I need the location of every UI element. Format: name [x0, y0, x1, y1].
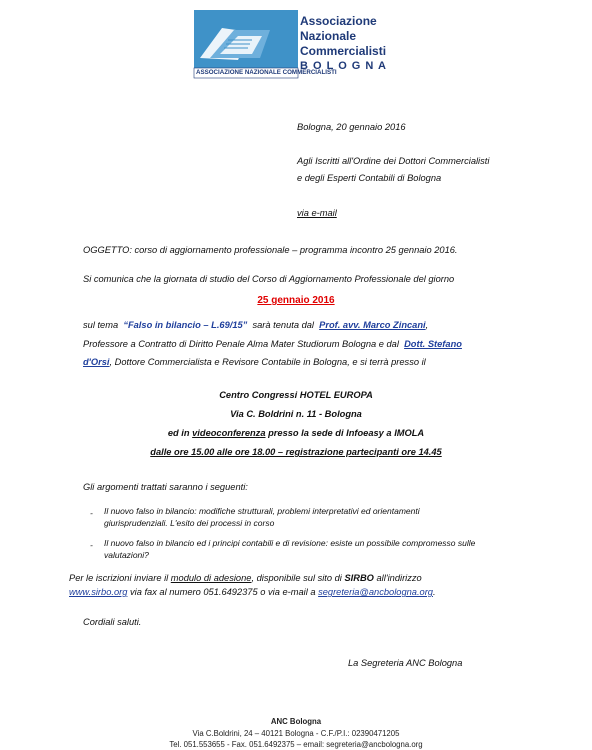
- reg-text-d: via fax al numero 051.6492375 o via e-mail a: [127, 587, 319, 597]
- topic-mid: sarà tenuta dal: [252, 320, 314, 330]
- closing: Cordiali saluti.: [83, 617, 142, 627]
- videoconferenza-link[interactable]: videoconferenza: [192, 428, 266, 438]
- reg-text-b: , disponibile sul sito di: [251, 573, 342, 583]
- footer-address: Via C.Boldrini, 24 – 40121 Bologna - C.F./P.I.: 02390471205: [192, 729, 400, 738]
- speaker-line3: [83, 357, 426, 367]
- letter-date: Bologna, 20 gennaio 2016: [297, 122, 406, 132]
- logo: [190, 8, 337, 80]
- venue-video-b: presso la sede di Infoeasy a IMOLA: [268, 428, 425, 438]
- speaker-zincani: Prof. avv. Marco Zincani: [319, 320, 426, 330]
- bullet-marker: -: [90, 540, 93, 550]
- modulo-adesione-link[interactable]: modulo di adesione: [170, 573, 252, 583]
- org-name-line2: Nazionale: [300, 29, 357, 43]
- sirbo-site-link[interactable]: www.sirbo.org: [69, 587, 128, 597]
- venue-video: [0, 428, 592, 438]
- logo-banner: ASSOCIAZIONE NAZIONALE COMMERCIALISTI: [196, 69, 337, 76]
- speaker-dorsi-b: d'Orsi: [83, 357, 110, 367]
- bullet-marker: -: [90, 508, 93, 518]
- venue-name: Centro Congressi HOTEL EUROPA: [219, 390, 373, 400]
- venue-video-a: ed in: [167, 428, 190, 438]
- bullet2-line2: valutazioni?: [104, 550, 149, 560]
- footer-name: ANC Bologna: [270, 717, 322, 726]
- reg-text-c: all'indirizzo: [376, 573, 422, 583]
- reg-text-e: .: [432, 587, 436, 597]
- footer-contacts: Tel. 051.553655 - Fax. 051.6492375 – email: segreteria@ancbologna.org: [169, 740, 423, 749]
- bullet1-line1: Il nuovo falso in bilancio: modifiche strutturali, problemi interpretativi ed orientamenti: [104, 506, 420, 516]
- subject-line: OGGETTO: corso di aggiornamento professionale – programma incontro 25 gennaio 2016.: [83, 245, 458, 255]
- intro-line: Si comunica che la giornata di studio del Corso di Aggiornamento Professionale del giorno: [83, 274, 455, 284]
- event-time: dalle ore 15.00 alle ore 18.00 – registrazione partecipanti ore 14.45: [150, 447, 442, 457]
- speaker-dorsi-a: Dott. Stefano: [404, 339, 462, 349]
- bullet2-line1: Il nuovo falso in bilancio ed i principi contabili e di revisione: esiste un possibile compromesso sulle: [104, 538, 476, 548]
- registration-line2: [69, 587, 436, 597]
- signature: La Segreteria ANC Bologna: [348, 658, 463, 668]
- email-link[interactable]: segreteria@ancbologna.org: [318, 587, 433, 597]
- topic-prefix: sul tema: [83, 320, 119, 330]
- org-name-line1: Associazione: [300, 14, 377, 28]
- reg-text-a: Per le iscrizioni inviare il: [69, 573, 169, 583]
- speaker-role: Professore a Contratto di Diritto Penale Alma Mater Studiorum Bologna e dal: [83, 339, 399, 349]
- topic-line: sul tema “Falso in bilancio – L.69/15” sarà tenuta dal Prof. avv. Marco Zincani,: [83, 320, 429, 330]
- topic-title: “Falso in bilancio – L.69/15”: [123, 320, 248, 330]
- recipient-line2: e degli Esperti Contabili di Bologna: [297, 173, 442, 183]
- org-city: B O L O G N A: [300, 60, 387, 72]
- event-date: 25 gennaio 2016: [257, 295, 335, 306]
- topics-intro: Gli argomenti trattati saranno i seguenti:: [83, 482, 248, 492]
- via-email: via e-mail: [297, 208, 337, 218]
- speaker-dorsi-role: , Dottore Commercialista e Revisore Contabile in Bologna, e si terrà presso il: [109, 357, 426, 367]
- sirbo-name: SIRBO: [344, 573, 374, 583]
- registration-line1: [69, 573, 422, 583]
- recipient-line1: Agli Iscritti all'Ordine dei Dottori Commercialisti: [297, 156, 490, 166]
- speaker-line2: [83, 339, 462, 349]
- bullet1-line2: giurisprudenziali. L'esito dei processi in corso: [104, 518, 275, 528]
- org-name-line3: Commercialisti: [300, 44, 387, 58]
- venue-address: Via C. Boldrini n. 11 - Bologna: [230, 409, 362, 419]
